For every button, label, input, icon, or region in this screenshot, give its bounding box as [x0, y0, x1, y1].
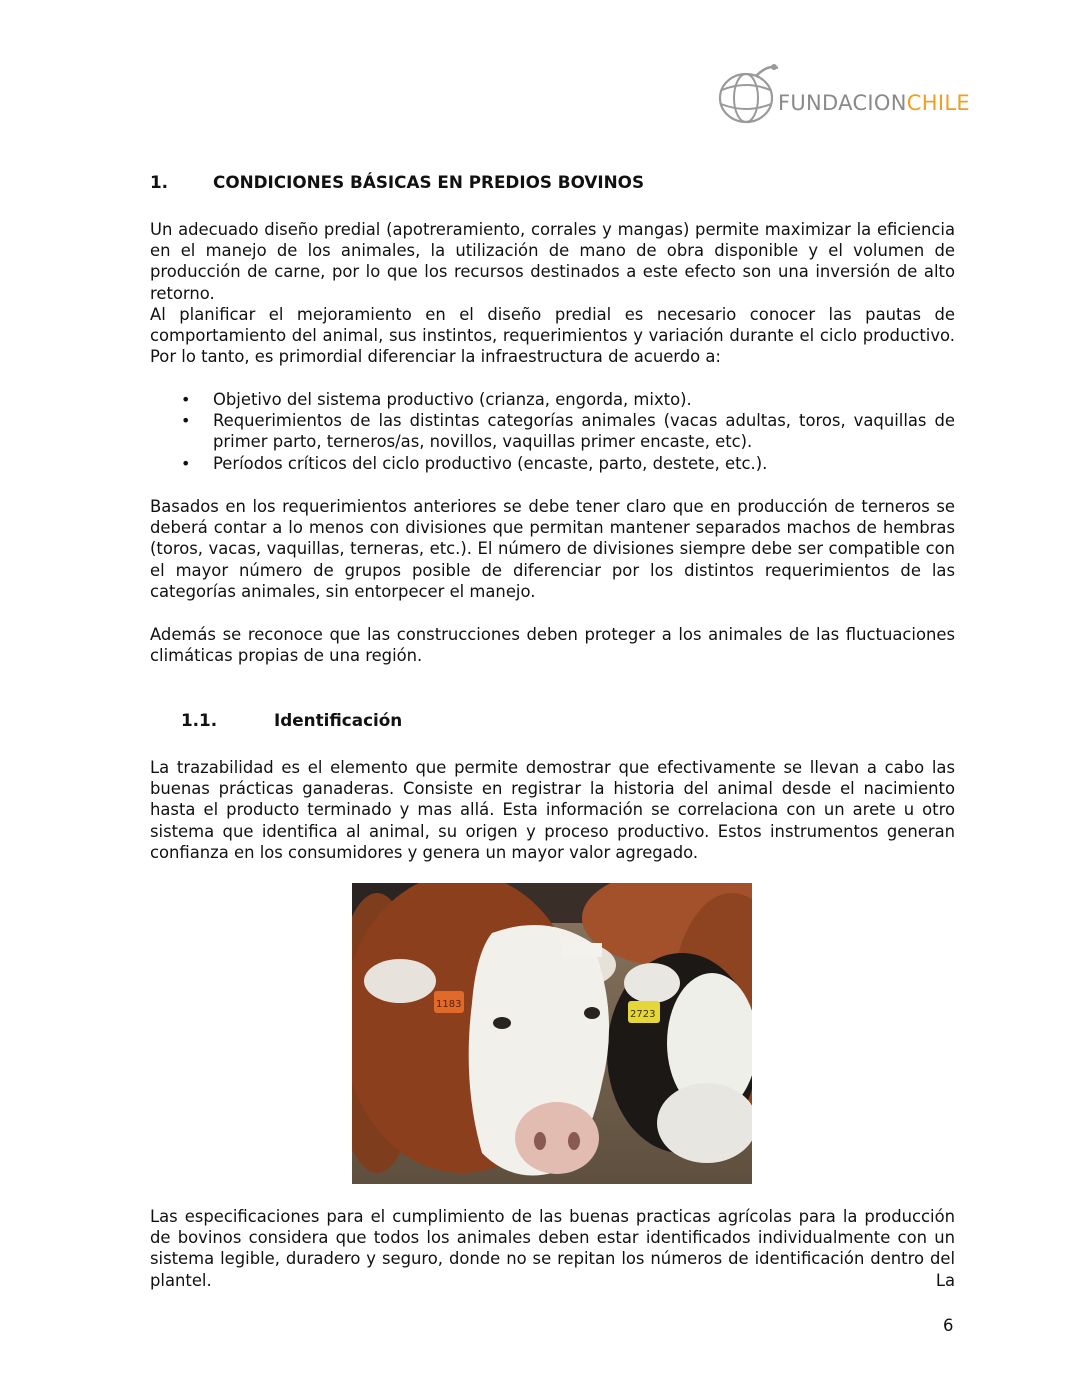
section-1-1-heading	[181, 710, 402, 730]
list-item	[150, 389, 955, 410]
logo-word-fundacion: FUNDACION	[778, 91, 907, 115]
criteria-list	[150, 389, 955, 474]
ear-tag-left: 1183	[436, 999, 462, 1010]
section-1-number: 1.	[150, 172, 169, 192]
section-1-1-title: Identificación	[274, 710, 403, 730]
logo-wordmark	[778, 91, 970, 115]
section-1-heading	[150, 172, 644, 192]
cattle-illustration	[352, 883, 752, 1184]
fundacion-chile-logo	[716, 60, 970, 130]
bullet-icon: •	[181, 390, 191, 409]
section-1-paragraph-3: Basados en los requerimientos anteriores se debe tener claro que en producción de terneros se deberá contar a lo menos con divisiones que permitan mantener separados machos de hembras (toros, vacas, vaquillas, terneras, etc.). El número de divisiones siempre debe ser compatible con el mayor número de grupos posible de diferenciar por los distintos requerimientos de las categorías animales, sin entorpecer el manejo.	[150, 497, 955, 601]
logo-word-chile: CHILE	[906, 91, 970, 115]
list-item-text: Objetivo del sistema productivo (crianza, engorda, mixto).	[213, 390, 692, 409]
section-1-paragraph-1: Un adecuado diseño predial (apotreramiento, corrales y mangas) permite maximizar la eficiencia en el manejo de los animales, la utilización de mano de obra disponible y el volumen de producción de carne, por lo que los recursos destinados a este efecto son una inversión de alto retorno.	[150, 220, 955, 303]
list-item	[150, 453, 955, 474]
section-1-1-paragraph-1: La trazabilidad es el elemento que permite demostrar que efectivamente se llevan a cabo las buenas prácticas ganaderas. Consiste en registrar la historia del animal desde el nacimiento hasta el producto terminado y mas allá. Esta información se correlaciona con un arete u otro sistema que identifica al animal, su origen y proceso productivo. Estos instrumentos generan confianza en los consumidores y genera un mayor valor agregado.	[150, 758, 955, 862]
globe-swirl-icon	[716, 60, 786, 130]
list-item-text: Requerimientos de las distintas categorías animales (vacas adultas, toros, vaquillas de primer parto, terneros/as, novillos, vaquillas primer encaste, etc).	[213, 411, 955, 452]
page-number: 6	[943, 1316, 954, 1335]
cattle-photo	[352, 883, 752, 1184]
ear-tag-right: 2723	[630, 1009, 656, 1020]
section-1-1-number: 1.1.	[181, 710, 218, 730]
bullet-icon: •	[181, 411, 191, 431]
section-1-1-paragraph-2: Las especificaciones para el cumplimiento de las buenas practicas agrícolas para la producción de bovinos considera que todos los animales deben estar identificados individualmente con un sistema legible, duradero y seguro, donde no se repitan los números de identificación dentro del plantel. La	[150, 1207, 955, 1290]
section-1-paragraph-4: Además se reconoce que las construcciones deben proteger a los animales de las fluctuaciones climáticas propias de una región.	[150, 625, 955, 666]
section-1-paragraph-2: Al planificar el mejoramiento en el diseño predial es necesario conocer las pautas de comportamiento del animal, sus instintos, requerimientos y variación durante el ciclo productivo. Por lo tanto, es primordial diferenciar la infraestructura de acuerdo a:	[150, 305, 955, 367]
bullet-icon: •	[181, 453, 191, 473]
list-item-text: Períodos críticos del ciclo productivo (encaste, parto, destete, etc.).	[213, 453, 768, 473]
list-item	[150, 410, 955, 452]
section-1-title: CONDICIONES BÁSICAS EN PREDIOS BOVINOS	[213, 172, 645, 192]
